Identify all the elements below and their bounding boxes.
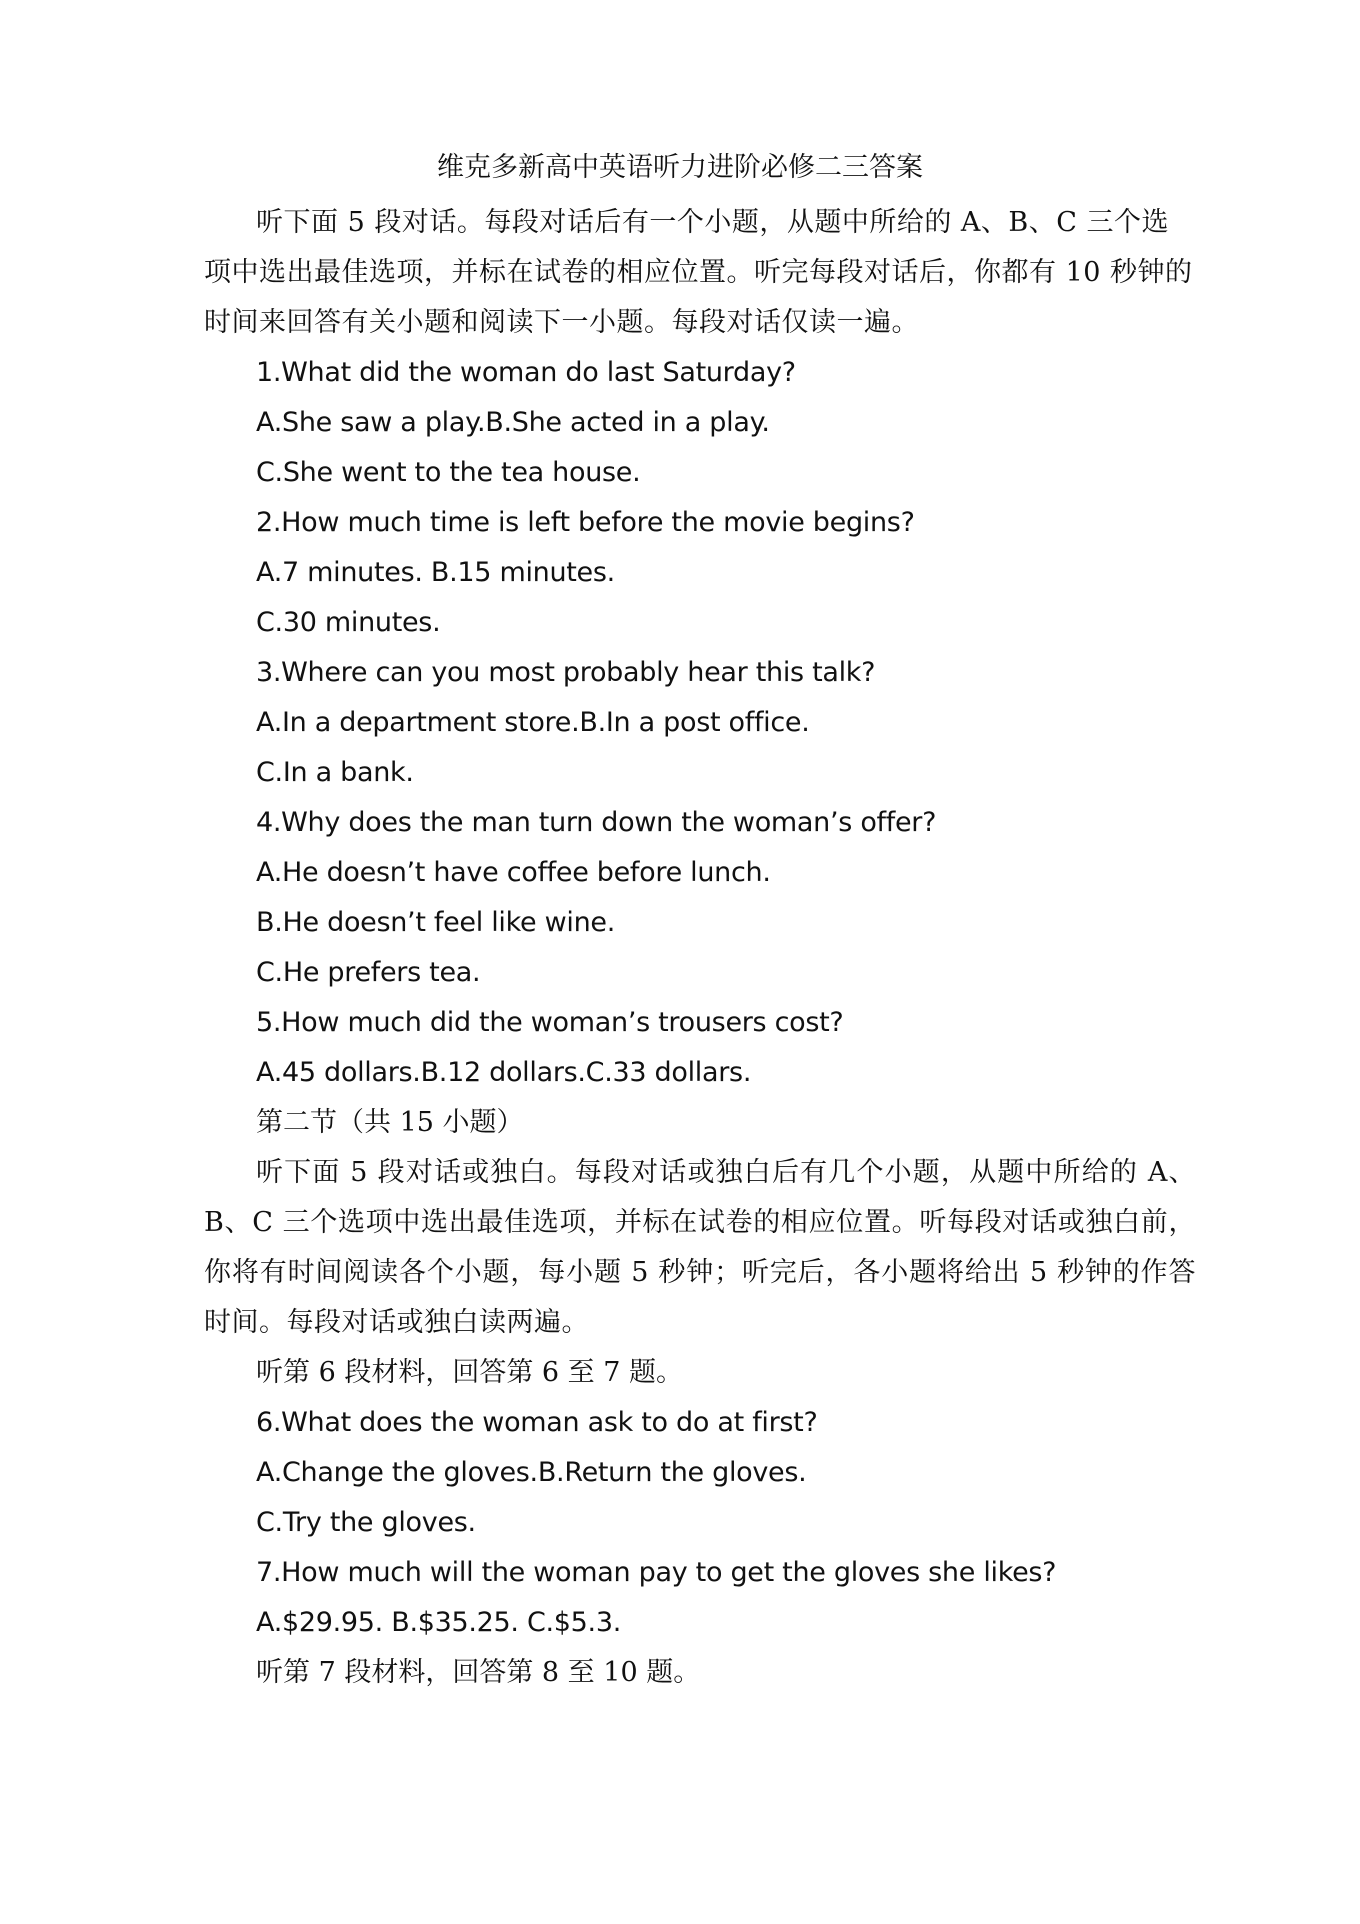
- section-2-heading: 第二节（共 15 小题）: [256, 1107, 524, 1138]
- question-1-option-c: C.She went to the tea house.: [256, 457, 641, 488]
- question-5-options: A.45 dollars.B.12 dollars.C.33 dollars.: [256, 1057, 752, 1088]
- material-6-heading: 听第 6 段材料，回答第 6 至 7 题。: [256, 1357, 684, 1388]
- question-7-options: A.$29.95. B.$35.25. C.$5.3.: [256, 1607, 621, 1638]
- material-7-heading: 听第 7 段材料，回答第 8 至 10 题。: [256, 1657, 701, 1688]
- question-6: 6.What does the woman ask to do at first?: [256, 1407, 818, 1438]
- question-4-option-b: B.He doesn’t feel like wine.: [256, 907, 615, 938]
- part1-instructions: 听下面 5 段对话。每段对话后有一个小题，从题中所给的 A、B、C 三个选项中选出最佳选项，并标在试卷的相应位置。听完每段对话后，你都有 10 秒钟的时间来回答有关小题和阅读下一小题。每段对话仅读一遍。: [204, 207, 1193, 338]
- part2-instructions: 听下面 5 段对话或独白。每段对话或独白后有几个小题，从题中所给的 A、B、C 三个选项中选出最佳选项，并标在试卷的相应位置。听每段对话或独白前，你将有时间阅读各个小题，每小题 5 秒钟；听完后，各小题将给出 5 秒钟的作答时间。每段对话或独白读两遍。: [204, 1157, 1196, 1338]
- question-2-option-c: C.30 minutes.: [256, 607, 441, 638]
- question-4-option-a: A.He doesn’t have coffee before lunch.: [256, 857, 771, 888]
- document-title: 维克多新高中英语听力进阶必修二三答案: [437, 152, 923, 183]
- question-2: 2.How much time is left before the movie begins?: [256, 507, 915, 538]
- question-6-option-c: C.Try the gloves.: [256, 1507, 476, 1538]
- question-7: 7.How much will the woman pay to get the gloves she likes?: [256, 1557, 1057, 1588]
- question-1: 1.What did the woman do last Saturday?: [256, 357, 796, 388]
- question-3-option-c: C.In a bank.: [256, 757, 414, 788]
- question-4: 4.Why does the man turn down the woman’s offer?: [256, 807, 937, 838]
- question-3: 3.Where can you most probably hear this talk?: [256, 657, 876, 688]
- question-1-options-ab: A.She saw a play.B.She acted in a play.: [256, 407, 770, 438]
- question-4-option-c: C.He prefers tea.: [256, 957, 481, 988]
- question-3-options-ab: A.In a department store.B.In a post office.: [256, 707, 810, 738]
- question-2-options-ab: A.7 minutes. B.15 minutes.: [256, 557, 615, 588]
- question-6-options-ab: A.Change the gloves.B.Return the gloves.: [256, 1457, 807, 1488]
- question-5: 5.How much did the woman’s trousers cost?: [256, 1007, 844, 1038]
